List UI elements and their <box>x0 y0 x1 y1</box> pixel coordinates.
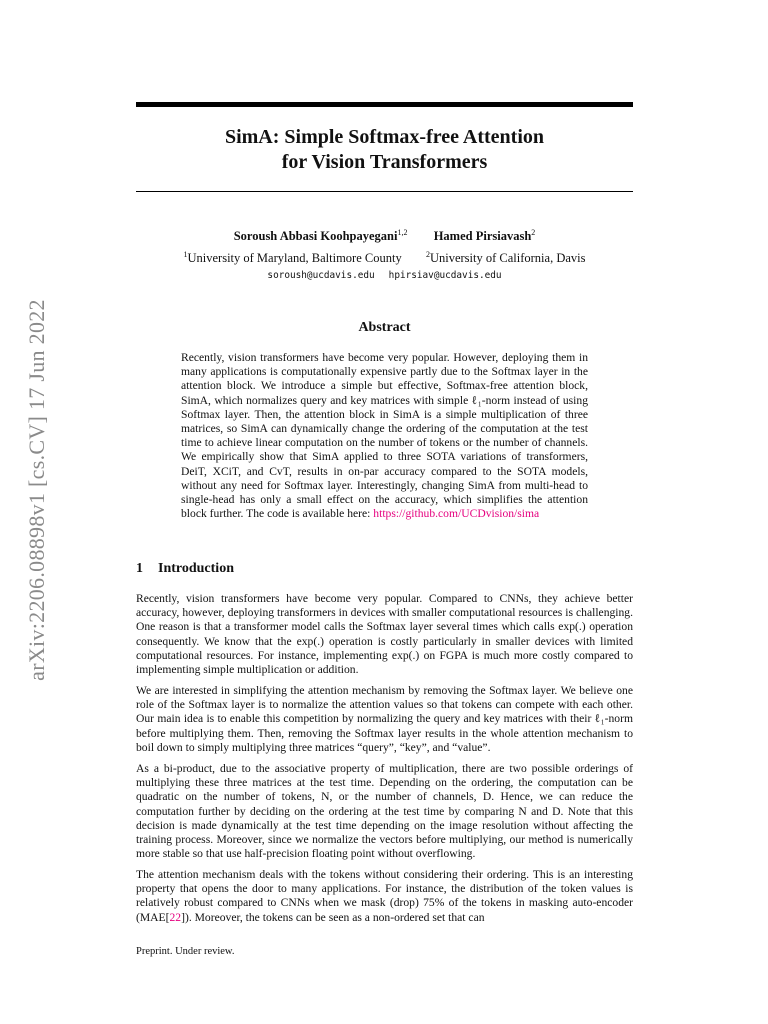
email-address[interactable]: soroush@ucdavis.edu <box>267 270 375 281</box>
affil-name: University of Maryland, Baltimore County <box>187 251 402 265</box>
title-bottom-rule <box>136 191 633 192</box>
affiliation-list <box>136 247 633 266</box>
email-address[interactable]: hpirsiav@ucdavis.edu <box>388 270 502 281</box>
arxiv-identifier-stamp <box>20 270 54 710</box>
affil-number: 2 <box>425 250 430 259</box>
abstract-heading: Abstract <box>358 320 411 335</box>
abstract-body-text: Recently, vision transformers have become very popular. However, deploying them in many applications is computationally expensive partly due to the Softmax layer in the attention block. We introduce a simple but effective, Softmax-free attention block, SimA, which normalizes query and key matrices with simple ℓ₁-norm instead of using Softmax layer. Then, the attention block in SimA is a simple multiplication of three matrices, so SimA can dynamically change the ordering of the computation at the test time to achieve linear computation on the number of tokens or the number of channels. We empirically show that SimA applied to three SOTA variations of transformers, DeiT, XCiT, and CvT, results in on-par accuracy compared to the SOTA models, without any need for Softmax layer. Interestingly, changing SimA from multi-head to single-head has only a small effect on the accuracy, which simplifies the attention block further. The code is available here: <box>181 351 588 521</box>
title-line-2: for Vision Transformers <box>281 151 488 173</box>
title-top-rule <box>136 102 633 107</box>
abstract-text <box>181 351 588 521</box>
affil-number: 1 <box>183 250 188 259</box>
author-name: Soroush Abbasi Koohpayegani <box>233 229 398 243</box>
page-footer: Preprint. Under review. <box>136 946 235 957</box>
intro-paragraph-4 <box>136 868 633 925</box>
paper-title <box>136 125 633 175</box>
affil-name: University of California, Davis <box>429 251 586 265</box>
code-repository-link[interactable]: https://github.com/UCDvision/sima <box>373 507 540 521</box>
section-title: Introduction <box>158 561 234 576</box>
citation-link[interactable]: 22 <box>169 910 182 924</box>
author-list <box>136 225 633 244</box>
section-heading-introduction <box>136 561 234 577</box>
author-name: Hamed Pirsiavash <box>433 229 532 243</box>
title-line-1: SimA: Simple Softmax-free Attention <box>224 126 545 148</box>
section-number: 1 <box>136 561 143 576</box>
author-affil-mark: 2 <box>531 228 536 237</box>
intro-paragraph-3: As a bi-product, due to the associative property of multiplication, there are two possible orderings of multiplying these three matrices at the test time. Depending on the ordering, the computation can be quadratic on the number of tokens, N, or the number of channels, D. Hence, we can reduce the computation further by deciding on the ordering at the test time by comparing N and D. Note that this decision is made dynamically at the test time depending on the image resolution without affecting the training process. Moreover, since we normalize the vectors before multiplying, our method is numerically more stable so that use half-precision floating point without overflowing. <box>136 762 633 861</box>
paragraph-text: The attention mechanism deals with the tokens without considering their ordering. This is an interesting property that opens the door to many applications. For instance, the distribution of the token values is relatively robust compared to CNNs when we mask (drop) 75% of the tokens in masking auto-encoder (MAE[ <box>136 868 633 924</box>
intro-paragraph-1: Recently, vision transformers have become very popular. Compared to CNNs, they achieve better accuracy, however, deploying transformers in devices with smaller computational resources is challenging. One reason is that a transformer model calls the Softmax layer several times which calls exp(.) operation consequently. We know that the exp(.) operation is costly particularly in smaller devices with limited computational resources. For instance, implementing exp(.) on FGPA is much more costly compared to implementing simple multiplication or addition. <box>136 592 633 677</box>
author-emails <box>136 270 633 281</box>
paragraph-text: ]). Moreover, the tokens can be seen as a non-ordered set that can <box>181 910 485 924</box>
arxiv-id-text: arXiv:2206.08898v1 [cs.CV] 17 Jun 2022 <box>24 299 49 681</box>
intro-paragraph-2: We are interested in simplifying the attention mechanism by removing the Softmax layer. We believe one role of the Softmax layer is to normalize the attention values so that tokens can compete with each other. Our main idea is to enable this competition by normalizing the query and key matrices with their ℓ₁-norm before multiplying them. Then, removing the Softmax layer results in the whole attention mechanism to boil down to simply multiplying three matrices “query”, “key”, and “value”. <box>136 684 633 754</box>
author-affil-mark: 1,2 <box>397 228 408 237</box>
